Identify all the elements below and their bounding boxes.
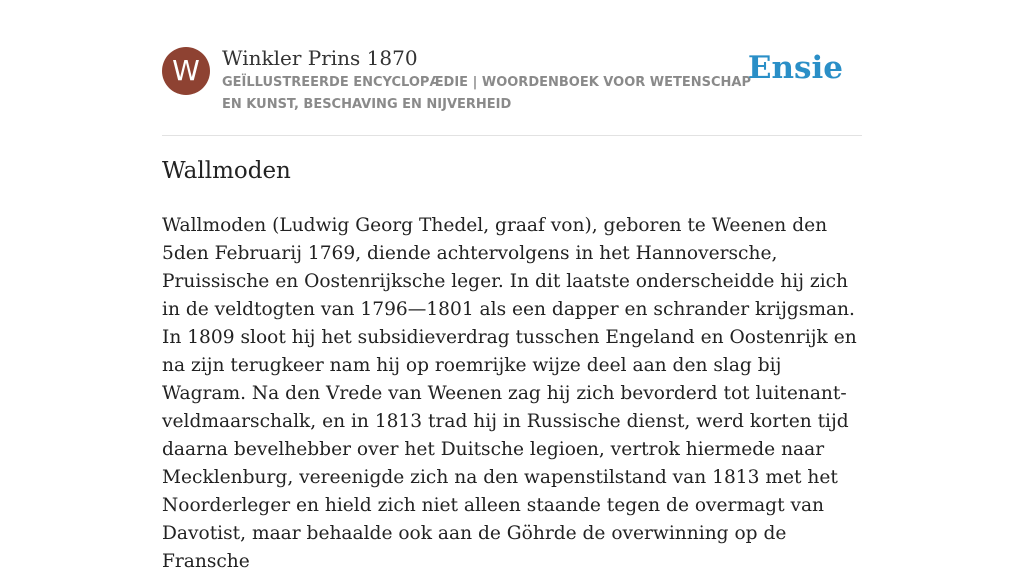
header-divider [162,135,862,136]
source-title[interactable]: Winkler Prins 1870 [222,46,418,70]
source-avatar[interactable]: W [162,47,210,95]
ensie-logo-link[interactable]: Ensie [747,50,843,86]
entry-title: Wallmoden [162,158,291,184]
source-header [162,44,862,136]
source-subtitle: GEÏLLUSTREERDE ENCYCLOPÆDIE | WOORDENBOEK VOOR WETENSCHAP EN KUNST, BESCHAVING EN NIJVERHEID [222,75,751,112]
entry-body: Wallmoden (Ludwig Georg Thedel, graaf von), geboren te Weenen den 5den Februarij 1769, diende achtervolgens in het Hannoversche, Pruissische en Oostenrijksche leger. In dit laatste onderscheidde hij zich in de veldtogten van 1796—1801 als een dapper en schrander krijgsman. In 1809 sloot hij het subsidieverdrag tusschen Engeland en Oostenrijk en na zijn terugkeer nam hij op roemrijke wijze deel aan den slag bij Wagram. Na den Vrede van Weenen zag hij zich bevorderd tot luitenant-veldmaarschalk, en in 1813 trad hij in Russische dienst, werd korten tijd daarna bevelhebber over het Duitsche legioen, vertrok hiermede naar Mecklenburg, vereenigde zich na den wapenstilstand van 1813 met het Noorderleger en hield zich niet alleen staande tegen de overmagt van Davotist, maar behaalde ook aan de Göhrde de overwinning op de Fransche [162,215,857,572]
